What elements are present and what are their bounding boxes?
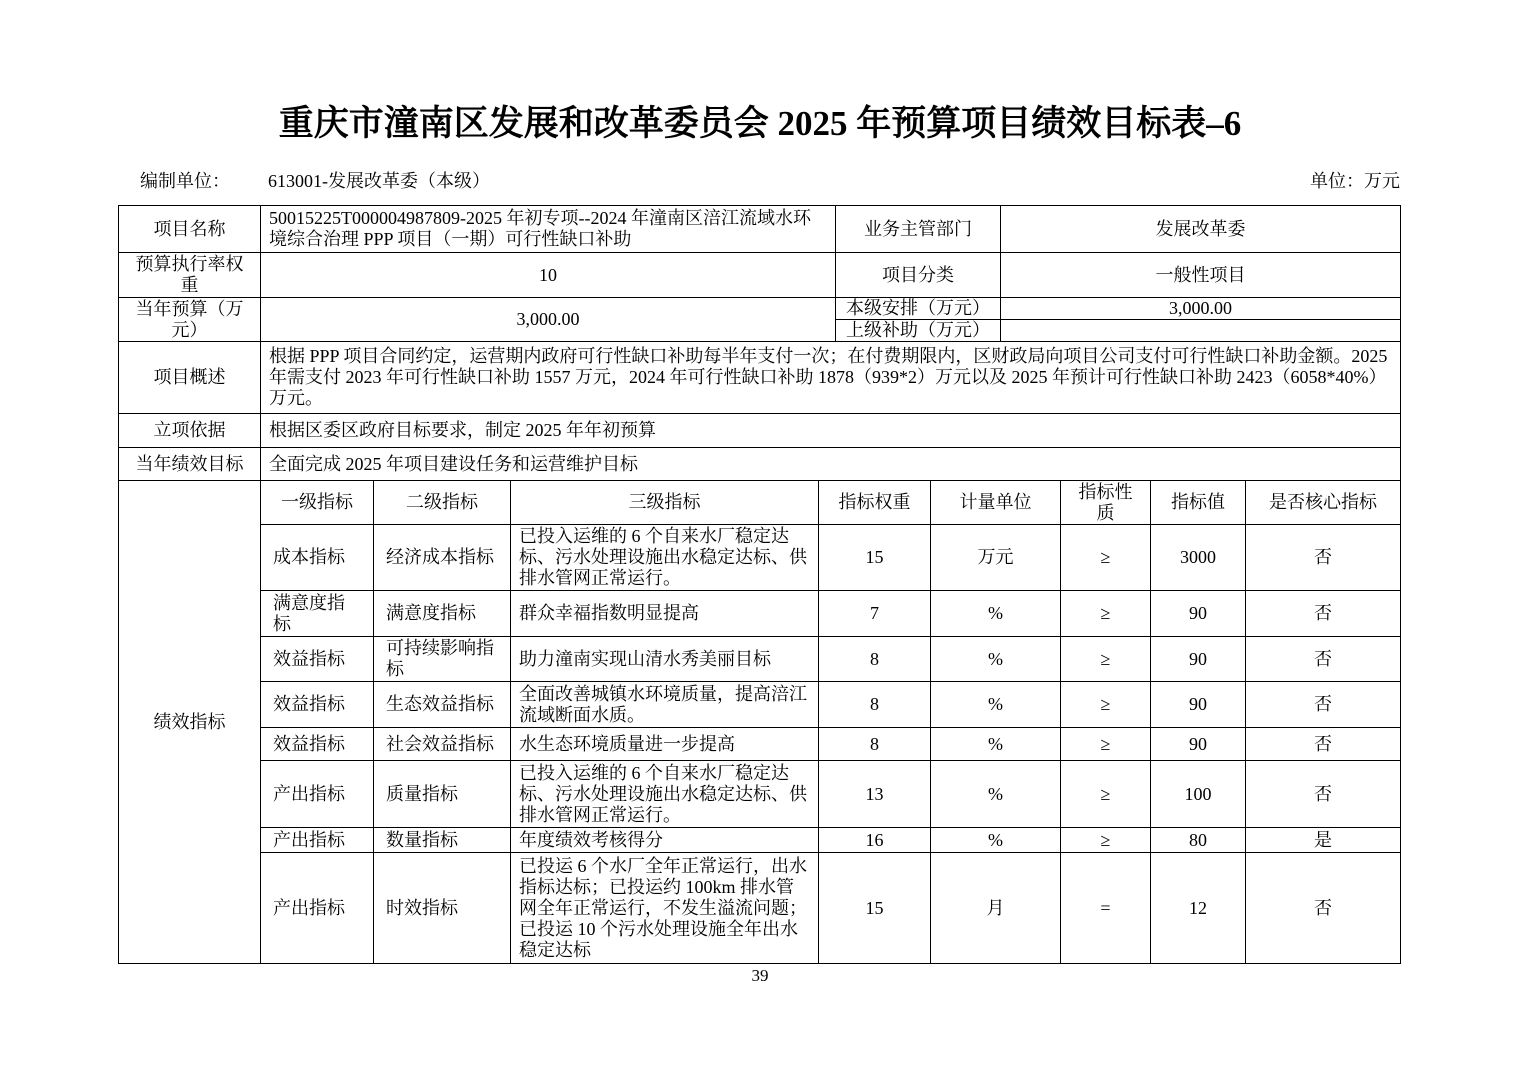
indicator-level1: 满意度指标 xyxy=(261,591,374,637)
indicator-weight: 8 xyxy=(819,728,931,761)
indicator-unit: 月 xyxy=(931,853,1061,964)
goal-label: 当年绩效目标 xyxy=(119,448,261,481)
indicator-is-core: 否 xyxy=(1246,728,1401,761)
indicator-level2: 经济成本指标 xyxy=(374,525,511,591)
indicator-is-core: 否 xyxy=(1246,591,1401,637)
indicator-nature: ≥ xyxy=(1061,728,1151,761)
header-indicator-value: 指标值 xyxy=(1151,481,1246,525)
goal-value: 全面完成 2025 年项目建设任务和运营维护目标 xyxy=(261,448,1401,481)
indicator-weight: 15 xyxy=(819,525,931,591)
row-project-name xyxy=(119,206,1401,253)
project-name-value: 50015225T000004987809-2025 年初专项--2024 年潼南区涪江流域水环境综合治理 PPP 项目（一期）可行性缺口补助 xyxy=(261,206,836,253)
indicator-weight: 8 xyxy=(819,682,931,728)
indicator-row xyxy=(261,637,1401,682)
indicator-level3: 全面改善城镇水环境质量，提高涪江流域断面水质。 xyxy=(511,682,819,728)
indicator-value: 90 xyxy=(1151,637,1246,682)
indicator-unit: % xyxy=(931,591,1061,637)
indicator-nature: ≥ xyxy=(1061,591,1151,637)
indicator-value: 90 xyxy=(1151,728,1246,761)
row-basis xyxy=(119,414,1401,448)
indicator-nature: ≥ xyxy=(1061,761,1151,828)
indicator-level3: 已投入运维的 6 个自来水厂稳定达标、污水处理设施出水稳定达标、供排水管网正常运行。 xyxy=(511,525,819,591)
indicator-nature: ≥ xyxy=(1061,525,1151,591)
header-indicator-nature: 指标性质 xyxy=(1061,481,1151,525)
indicator-level2: 时效指标 xyxy=(374,853,511,964)
indicator-weight: 7 xyxy=(819,591,931,637)
indicator-row xyxy=(261,591,1401,637)
indicator-level3: 年度绩效考核得分 xyxy=(511,828,819,853)
row-goal xyxy=(119,448,1401,481)
indicator-is-core: 否 xyxy=(1246,525,1401,591)
row-overview xyxy=(119,342,1401,414)
local-arrangement-label: 本级安排（万元） xyxy=(836,298,1001,320)
indicator-is-core: 否 xyxy=(1246,682,1401,728)
indicator-level1: 产出指标 xyxy=(261,761,374,828)
budget-label: 当年预算（万元） xyxy=(119,298,261,342)
header-measure-unit: 计量单位 xyxy=(931,481,1061,525)
indicator-value: 90 xyxy=(1151,591,1246,637)
header-level3-indicator: 三级指标 xyxy=(511,481,819,525)
indicator-row xyxy=(261,525,1401,591)
indicator-nature: ≥ xyxy=(1061,637,1151,682)
meta-row xyxy=(140,171,1400,192)
indicator-row xyxy=(261,853,1401,964)
indicators-table xyxy=(261,481,1401,964)
indicator-unit: % xyxy=(931,761,1061,828)
indicator-weight: 8 xyxy=(819,637,931,682)
indicator-unit: % xyxy=(931,728,1061,761)
basis-label: 立项依据 xyxy=(119,414,261,448)
indicator-unit: % xyxy=(931,828,1061,853)
indicator-level3: 已投运 6 个水厂全年正常运行，出水指标达标；已投运约 100km 排水管网全年正常运行，不发生溢流问题；已投运 10 个污水处理设施全年出水稳定达标 xyxy=(511,853,819,964)
indicator-row xyxy=(261,682,1401,728)
page-number: 39 xyxy=(751,966,769,985)
dept-value: 发展改革委 xyxy=(1001,206,1401,253)
local-arrangement-value: 3,000.00 xyxy=(1001,298,1401,320)
header-level2-indicator: 二级指标 xyxy=(374,481,511,525)
overview-label: 项目概述 xyxy=(119,342,261,414)
row-budget xyxy=(119,298,1401,342)
superior-subsidy-label: 上级补助（万元） xyxy=(836,320,1001,342)
overview-value: 根据 PPP 项目合同约定，运营期内政府可行性缺口补助每半年支付一次；在付费期限内，区财政局向项目公司支付可行性缺口补助金额。2025 年需支付 2023 年可行性缺口补助 1557 万元，2024 年可行性缺口补助 1878（939*2）万元以及 2025 年预计可行性缺口补助 2423（6058*40%）万元。 xyxy=(261,342,1401,414)
indicator-value: 3000 xyxy=(1151,525,1246,591)
header-indicator-weight: 指标权重 xyxy=(819,481,931,525)
header-is-core-indicator: 是否核心指标 xyxy=(1246,481,1401,525)
basis-value: 根据区委区政府目标要求，制定 2025 年年初预算 xyxy=(261,414,1401,448)
header-level1-indicator: 一级指标 xyxy=(261,481,374,525)
indicator-value: 90 xyxy=(1151,682,1246,728)
row-superior-subsidy xyxy=(836,320,1401,342)
indicator-level2: 生态效益指标 xyxy=(374,682,511,728)
indicator-is-core: 是 xyxy=(1246,828,1401,853)
indicator-nature: ≥ xyxy=(1061,828,1151,853)
row-indicators xyxy=(119,481,1401,964)
indicator-unit: % xyxy=(931,682,1061,728)
exec-rate-label: 预算执行率权重 xyxy=(119,253,261,298)
budget-split xyxy=(836,298,1401,342)
indicator-level3: 群众幸福指数明显提高 xyxy=(511,591,819,637)
indicator-weight: 13 xyxy=(819,761,931,828)
indicator-level1: 效益指标 xyxy=(261,728,374,761)
indicator-level2: 数量指标 xyxy=(374,828,511,853)
prepared-by-value: 613001-发展改革委（本级） xyxy=(268,171,490,191)
indicator-value: 12 xyxy=(1151,853,1246,964)
indicator-level2: 满意度指标 xyxy=(374,591,511,637)
prepared-by-label: 编制单位： xyxy=(140,171,230,191)
dept-label: 业务主管部门 xyxy=(836,206,1001,253)
currency-unit-label: 单位：万元 xyxy=(1310,171,1400,191)
indicator-row xyxy=(261,761,1401,828)
indicator-value: 80 xyxy=(1151,828,1246,853)
project-name-label: 项目名称 xyxy=(119,206,261,253)
row-exec-rate xyxy=(119,253,1401,298)
superior-subsidy-value xyxy=(1001,320,1401,342)
indicator-level3: 助力潼南实现山清水秀美丽目标 xyxy=(511,637,819,682)
budget-value: 3,000.00 xyxy=(261,298,836,342)
indicator-level1: 成本指标 xyxy=(261,525,374,591)
indicator-level1: 效益指标 xyxy=(261,682,374,728)
indicator-unit: % xyxy=(931,637,1061,682)
indicator-row xyxy=(261,828,1401,853)
indicator-level1: 产出指标 xyxy=(261,828,374,853)
indicator-weight: 16 xyxy=(819,828,931,853)
indicator-level3: 已投入运维的 6 个自来水厂稳定达标、污水处理设施出水稳定达标、供排水管网正常运行。 xyxy=(511,761,819,828)
performance-target-table xyxy=(118,205,1401,964)
page-title: 重庆市潼南区发展和改革委员会 2025 年预算项目绩效目标表–6 xyxy=(278,104,1242,143)
indicator-unit: 万元 xyxy=(931,525,1061,591)
indicators-section-label: 绩效指标 xyxy=(119,481,261,964)
indicator-weight: 15 xyxy=(819,853,931,964)
indicator-is-core: 否 xyxy=(1246,637,1401,682)
row-local-arrangement xyxy=(836,298,1401,320)
indicator-level2: 质量指标 xyxy=(374,761,511,828)
indicator-level1: 产出指标 xyxy=(261,853,374,964)
indicator-is-core: 否 xyxy=(1246,761,1401,828)
indicator-nature: = xyxy=(1061,853,1151,964)
indicator-row xyxy=(261,728,1401,761)
indicator-is-core: 否 xyxy=(1246,853,1401,964)
indicator-level2: 可持续影响指标 xyxy=(374,637,511,682)
indicator-level3: 水生态环境质量进一步提高 xyxy=(511,728,819,761)
indicator-nature: ≥ xyxy=(1061,682,1151,728)
indicator-level1: 效益指标 xyxy=(261,637,374,682)
category-value: 一般性项目 xyxy=(1001,253,1401,298)
indicator-value: 100 xyxy=(1151,761,1246,828)
prepared-by xyxy=(140,171,490,192)
exec-rate-value: 10 xyxy=(261,253,836,298)
indicator-header-row xyxy=(261,481,1401,525)
indicator-level2: 社会效益指标 xyxy=(374,728,511,761)
category-label: 项目分类 xyxy=(836,253,1001,298)
